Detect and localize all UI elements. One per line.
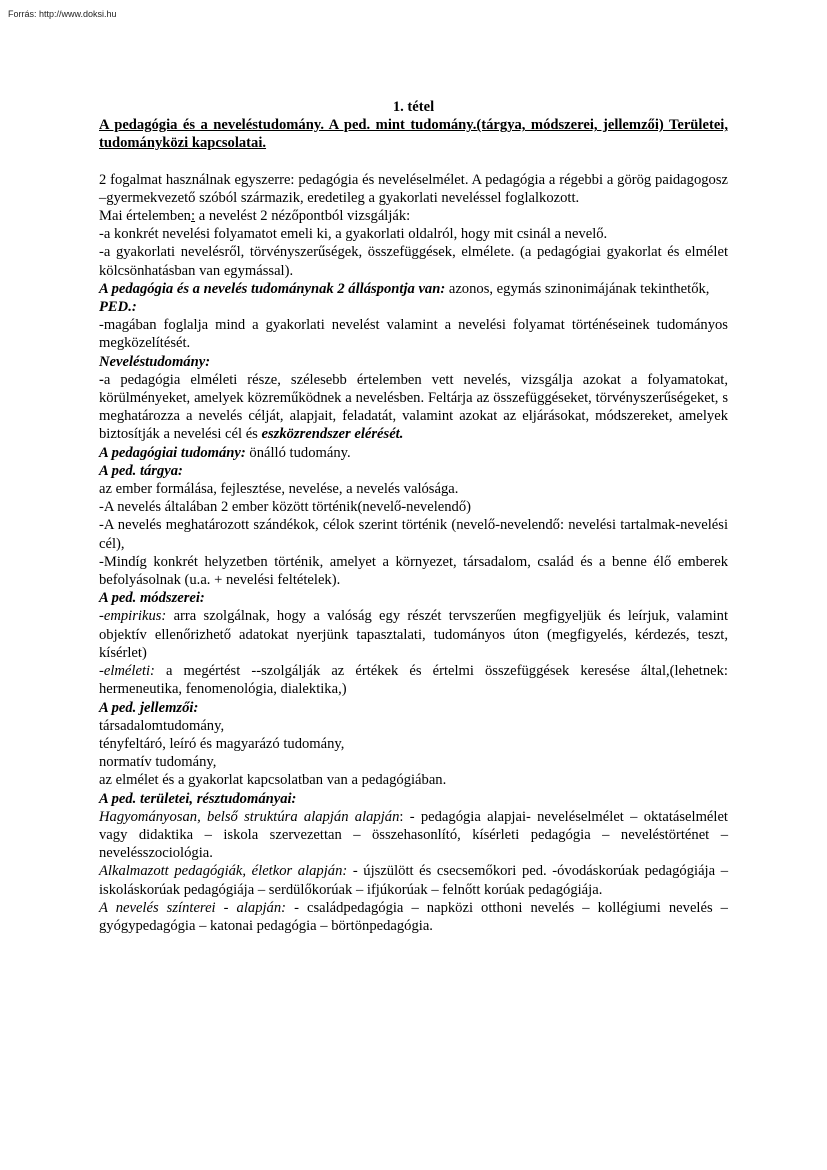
- neveles-tudomany-label: Neveléstudomány:: [99, 353, 211, 370]
- hagyomanyos-paragraph: [99, 808, 728, 863]
- targya-line: -A nevelés meghatározott szándékok, célok szerint történik (nevelő-nevelendő: nevelési tartalmak-nevelési cél),: [99, 517, 728, 552]
- hagy-label: Hagyományosan, belső struktúra alapján alapján: [99, 808, 400, 825]
- targya-line: az ember formálása, fejlesztése, nevelése, a nevelés valósága.: [99, 481, 459, 498]
- mai-colon: :: [190, 208, 196, 225]
- szin-text: - családpedagógia – napközi otthoni nevelés – kollégiumi nevelés – gyógypedagógia – katonai pedagógia – börtönpedagógia.: [99, 899, 728, 934]
- szinterei-paragraph: [99, 899, 728, 935]
- allaspont-paragraph: [99, 280, 728, 298]
- teruletei-label: A ped. területei, résztudományai:: [99, 790, 297, 807]
- list-item: az elmélet és a gyakorlat kapcsolatban van a pedagógiában.: [99, 772, 447, 789]
- ptud-label: A pedagógiai tudomány:: [99, 444, 246, 461]
- ped-label: PED.:: [99, 299, 137, 316]
- empirikus-paragraph: [99, 607, 728, 662]
- elmeleti-label: -elméleti:: [99, 663, 155, 680]
- document-page: [99, 98, 728, 935]
- list-item: társadalomtudomány,: [99, 717, 225, 734]
- mai-prefix: Mai értelemben: [99, 208, 191, 225]
- mai-rest: a nevelést 2 nézőpontból vizsgálják:: [195, 208, 411, 225]
- source-watermark: Forrás: http://www.doksi.hu: [8, 9, 117, 19]
- list-item: normatív tudomány,: [99, 754, 217, 771]
- mai-paragraph: [99, 207, 728, 225]
- intro-paragraph: 2 fogalmat használnak egyszerre: pedagógia és neveléselmélet. A pedagógia a régebbi a görög paidagogosz –gyermekvezető szóból származik, eredetileg a gyakorlati neveléssel foglalkozott.: [99, 171, 728, 206]
- jellemzoi-list: [99, 717, 728, 790]
- neveles-tudomany-text: [99, 371, 728, 444]
- spacer: [99, 153, 728, 171]
- empirikus-label: -empirikus:: [99, 608, 167, 625]
- allaspont-text: azonos, egymás szinonimájának tekinthetők,: [445, 280, 710, 297]
- pedagogiai-tudomany-paragraph: [99, 444, 728, 462]
- point-2: -a gyakorlati nevelésről, törvényszerűségek, összefüggések, elmélete. (a pedagógiai gyakorlat és elmélet kölcsönhatásban van egymással).: [99, 244, 728, 279]
- empirikus-text: arra szolgálnak, hogy a valóság egy részét tervszerűen megfigyeljük és leírjuk, valamint objektív ellenőrizhető adatokat nyerjünk tapasztalati, tudományos úton (megfigyelés, kérdezés, teszt, kísérlet): [99, 608, 728, 661]
- targya-line: -A nevelés általában 2 ember között történik(nevelő-nevelendő): [99, 499, 471, 516]
- alk-text: - újszülött és csecsemőkori ped. -óvodáskorúak pedagógiája – iskoláskorúak pedagógiája – serdülőkorúak – ifjúkorúak – felnőtt korúak pedagógiája.: [99, 863, 728, 898]
- modszerei-label: A ped. módszerei:: [99, 590, 205, 607]
- list-item: tényfeltáró, leíró és magyarázó tudomány,: [99, 735, 345, 752]
- alkalmazott-paragraph: [99, 862, 728, 898]
- nt-end: eszközrendszer elérését.: [261, 426, 404, 443]
- document-heading: A pedagógia és a neveléstudomány. A ped. mint tudomány.(tárgya, módszerei, jellemzői) Területei, tudományközi kapcsolatai.: [99, 117, 728, 152]
- elmeleti-text: a megértést --szolgálják az értékek és értelmi összefüggések keresése által,(lehetnek: hermeneutika, fenomenológia, dialektika,): [99, 663, 728, 698]
- allaspont-label: A pedagógia és a nevelés tudománynak 2 álláspontja van:: [99, 280, 446, 297]
- targya-line: -Mindíg konkrét helyzetben történik, amelyet a környezet, társadalom, család és a benne élő emberek befolyásolnak (u.a. + nevelési feltételek).: [99, 553, 728, 589]
- targya-label: A ped. tárgya:: [99, 462, 183, 479]
- hagy-text: : - pedagógia alapjai- neveléselmélet – oktatáselmélet vagy didaktika – iskola szervezettan – összehasonlító, kísérleti pedagógia – neveléstörténet – nevelésszociológia.: [99, 808, 728, 862]
- nt-dash: -: [99, 371, 104, 388]
- jellemzoi-label: A ped. jellemzői:: [99, 699, 199, 716]
- point-1: -a konkrét nevelési folyamatot emeli ki, a gyakorlati oldalról, hogy mit csinál a nevelő.: [99, 226, 608, 243]
- elmeleti-paragraph: [99, 662, 728, 698]
- page-title: 1. tétel: [392, 99, 435, 115]
- alk-label: Alkalmazott pedagógiák, életkor alapján:: [99, 863, 348, 880]
- szin-label: A nevelés színterei - alapján:: [99, 899, 287, 916]
- ptud-text: önálló tudomány.: [245, 444, 351, 461]
- ped-text: -magában foglalja mind a gyakorlati nevelést valamint a nevelési folyamat történéseinek tudományos megközelítését.: [99, 317, 728, 352]
- nt-body: a pedagógia elméleti része, szélesebb értelemben vett nevelés, vizsgálja azokat a folyamatokat, körülményeket, amelyek közreműködnek a nevelésben. Feltárja az összefüggéseket, törvényszerűségeket, s meghatározza a nevelés célját, alapjait, feladatát, valamint azokat az eljárásokat, módszereket, amelyek biztosítják a nevelési cél és: [99, 371, 728, 443]
